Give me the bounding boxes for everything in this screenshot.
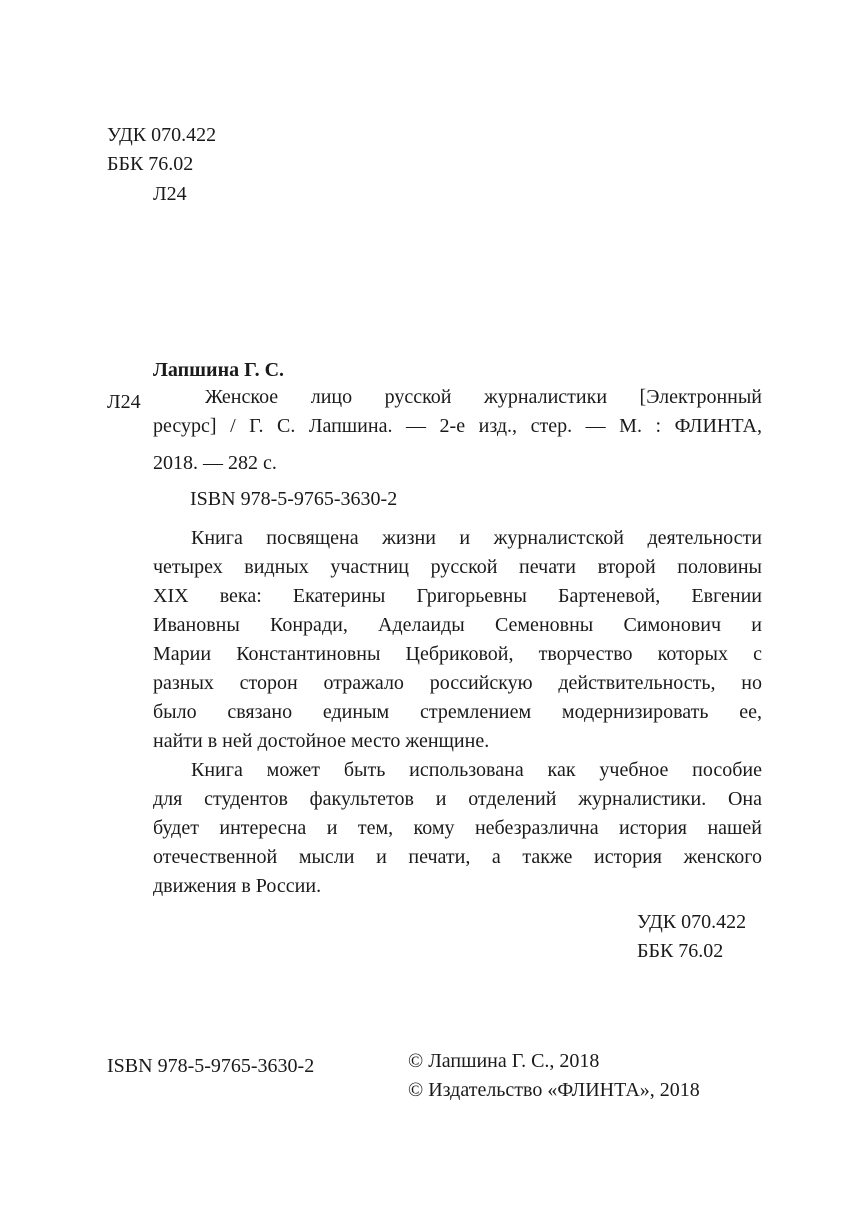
- bbk-code: ББК 76.02: [637, 940, 724, 962]
- annotation-line: движения в России.: [153, 875, 322, 897]
- annotation-line: было связано единым стремлением модернизировать ее,: [153, 701, 762, 723]
- udk-code: УДК 070.422: [107, 124, 217, 146]
- bibliographic-description: [153, 383, 762, 441]
- udk-code: УДК 070.422: [637, 911, 747, 933]
- bbk-code: ББК 76.02: [107, 153, 194, 175]
- biblio-line: Женское лицо русской журналистики [Электронный: [205, 386, 762, 408]
- annotation-line: Книга посвящена жизни и журналистской деятельности: [191, 527, 762, 549]
- annotation-line: разных сторон отражало российскую действительность, но: [153, 672, 762, 694]
- copyright-block: [408, 1047, 700, 1105]
- annotation-line: Ивановны Конради, Аделаиды Семеновны Симонович и: [153, 614, 762, 636]
- annotation-line: четырех видных участниц русской печати второй половины: [153, 556, 762, 578]
- classification-block-bottom: [637, 908, 746, 966]
- annotation-line: XIX века: Екатерины Григорьевны Бартеневой, Евгении: [153, 585, 762, 607]
- annotation-line: отечественной мысли и печати, а также история женского: [153, 846, 762, 868]
- author-sign-code: Л24: [153, 183, 187, 205]
- author-sign-side: Л24: [107, 391, 141, 413]
- classification-block-top: [107, 121, 216, 179]
- annotation-line: Марии Константиновны Цебриковой, творчество которых с: [153, 643, 762, 665]
- copyright-publisher: © Издательство «ФЛИНТА», 2018: [408, 1079, 700, 1101]
- author-heading: Лапшина Г. С.: [153, 359, 285, 381]
- annotation: [153, 524, 762, 901]
- annotation-line: будет интересна и тем, кому небезразлична история нашей: [153, 817, 762, 839]
- annotation-line: для студентов факультетов и отделений журналистики. Она: [153, 788, 762, 810]
- copyright-author: © Лапшина Г. С., 2018: [408, 1050, 600, 1072]
- isbn-footer: ISBN 978-5-9765-3630-2: [107, 1055, 315, 1077]
- annotation-line: найти в ней достойное место женщине.: [153, 730, 490, 752]
- isbn: ISBN 978-5-9765-3630-2: [190, 488, 398, 510]
- annotation-line: Книга может быть использована как учебное пособие: [191, 759, 762, 781]
- biblio-line-last: 2018. — 282 с.: [153, 452, 277, 474]
- biblio-line: ресурс] / Г. С. Лапшина. — 2-е изд., стер. — М. : ФЛИНТА,: [153, 415, 762, 437]
